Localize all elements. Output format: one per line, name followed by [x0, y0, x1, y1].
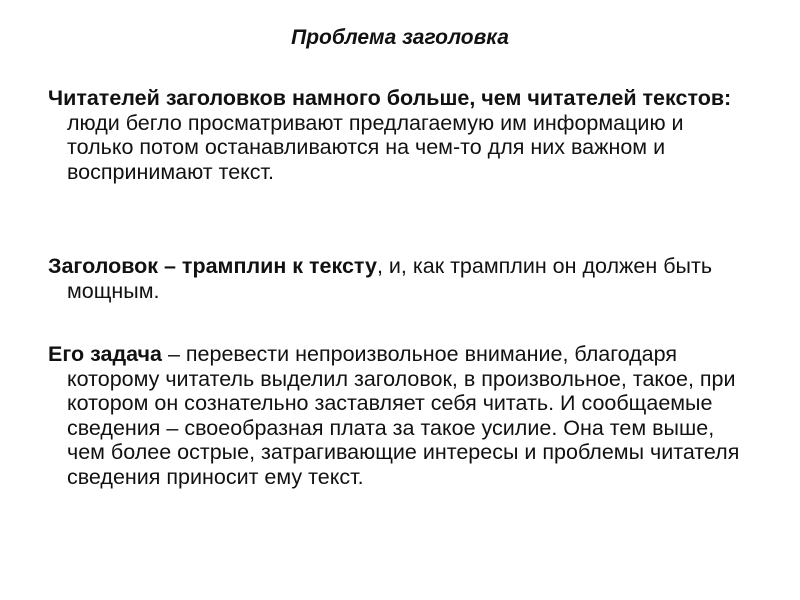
paragraph-text: люди бегло просматривают предлагаемую им информацию и только потом останавливаются на чем-то для них важном и воспринимают текст.	[67, 110, 684, 184]
paragraph-task	[48, 342, 748, 489]
paragraph-text: – перевести непроизвольное внимание, благодаря которому читатель выделил заголовок, в произвольное, такое, при котором он сознательно заставляет себя читать. И сообщаемые сведения – своеобразная плата за такое усилие. Она тем выше, чем более острые, затрагивающие интересы и проблемы читателя сведения приносит ему текст.	[67, 342, 740, 489]
paragraph-lead: Читателей заголовков намного больше, чем читателей текстов:	[48, 86, 732, 110]
paragraph-text: , и, как трамплин он должен быть мощным.	[67, 254, 713, 303]
paragraph-springboard	[48, 254, 748, 303]
paragraph-lead: Его задача	[48, 342, 162, 366]
paragraph-lead: Заголовок – трамплин к тексту	[48, 254, 377, 278]
slide-title: Проблема заголовка	[291, 26, 509, 49]
paragraph-readers	[48, 86, 748, 184]
